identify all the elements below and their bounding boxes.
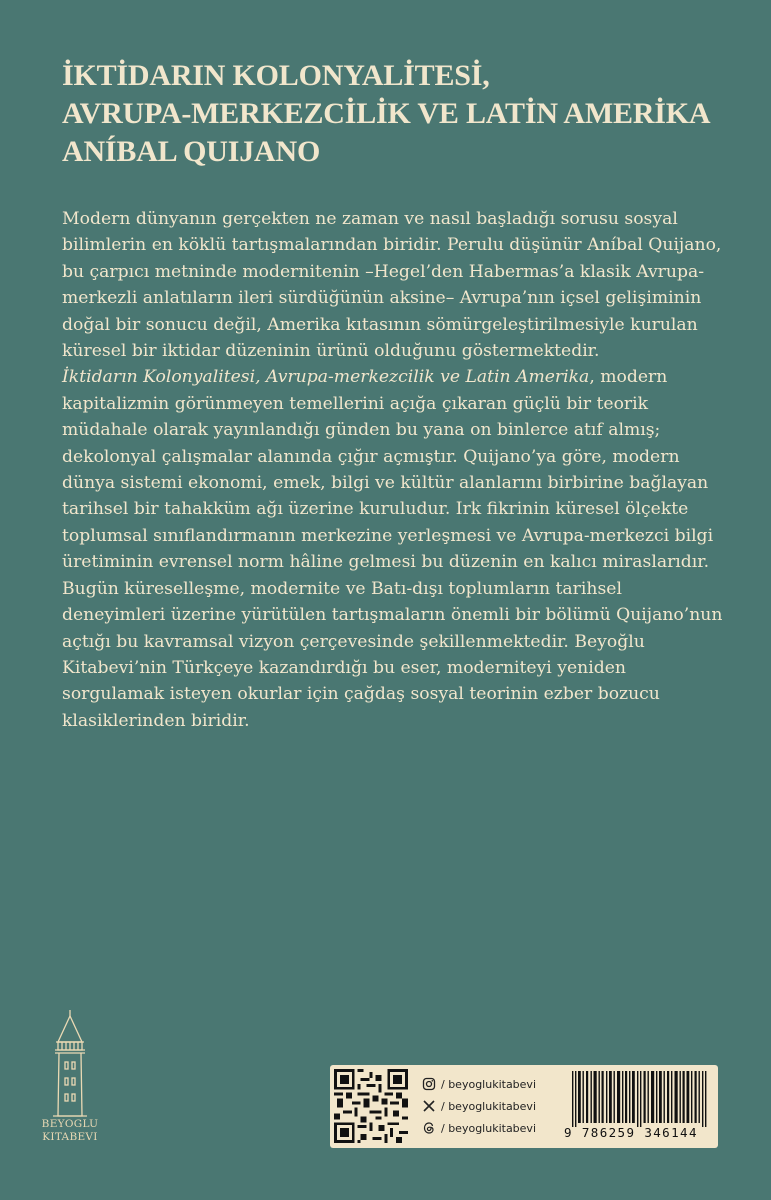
instagram-icon <box>422 1077 436 1091</box>
author-name: ANÍBAL QUIJANO <box>62 135 321 168</box>
title-line-2: AVRUPA-MERKEZCİLİK VE LATİN AMERİKA <box>62 97 711 130</box>
blurb <box>62 206 727 734</box>
publisher-name-line-2: KITABEVI <box>42 1131 98 1143</box>
publisher-name-line-1: BEYOGLU <box>41 1118 99 1130</box>
blurb-paragraph-3: Bugün küreselleşme, modernite ve Batı-dışı toplumların tarihsel deneyimleri üzerine yürütülen tartışmaların önemli bir bölümü Quijano’nun açtığı bu kavramsal vizyon çerçevesinde şekillenmektedir. Beyoğlu Kitabevi’nin Türkçeye kazandırdığı bu eser, moderniteyi yeniden sorgulamak isteyen okurlar için çağdaş sosyal teorinin ezber bozucu klasiklerinden biridir. <box>62 578 723 731</box>
blurb-paragraph-1: Modern dünyanın gerçekten ne zaman ve nasıl başladığı sorusu sosyal bilimlerin en köklü tartışmalarından biridir. Perulu düşünür Aníbal Quijano, bu çarpıcı metninde modernitenin –Hegel’den Habermas’a klasik Avrupa-merkezli anlatıların ileri sürdüğünün aksine– Avrupa’nın içsel gelişiminin doğal bir sonucu değil, Amerika kıtasının sömürgeleştirilmesiyle kurulan küresel bir iktidar düzeninin ürünü olduğunu göstermektedir. <box>62 209 722 362</box>
qr-code[interactable] <box>334 1069 408 1143</box>
italic-book-title: İktidarın Kolonyalitesi, Avrupa-merkezcilik ve Latin Amerika <box>62 367 590 388</box>
x-handle: / beyoglukitabevi <box>441 1099 536 1113</box>
isbn-barcode <box>568 1071 713 1127</box>
social-threads[interactable] <box>422 1117 536 1139</box>
info-panel <box>330 1065 718 1148</box>
social-links <box>422 1073 536 1139</box>
blurb-paragraph-2 <box>62 364 727 575</box>
threads-icon <box>422 1121 436 1135</box>
x-icon <box>422 1099 436 1113</box>
galata-tower-icon <box>47 1008 93 1118</box>
isbn-number: 9 786259 346144 <box>564 1125 698 1140</box>
social-instagram[interactable] <box>422 1073 536 1095</box>
instagram-handle: / beyoglukitabevi <box>441 1077 536 1091</box>
book-title <box>62 57 742 171</box>
blurb-paragraph-2-text: , modern kapitalizmin görünmeyen temellerini açığa çıkaran güçlü bir teorik müdahale olarak yayınlandığı günden bu yana on binlerce atıf almış; dekolonyal çalışmalar alanında çığır açmıştır. Quijano’ya göre, modern dünya sistemi ekonomi, emek, bilgi ve kültür alanlarını birbirine bağlayan tarihsel bir tahakküm ağı üzerine kuruludur. Irk fikrinin küresel ölçekte toplumsal sınıflandırmanın merkezine yerleşmesi ve Avrupa-merkezci bilgi üretiminin evrensel norm hâline gelmesi bu düzenin en kalıcı miraslarıdır. <box>62 367 714 573</box>
publisher-name <box>30 1118 110 1144</box>
social-x[interactable] <box>422 1095 536 1117</box>
threads-handle: / beyoglukitabevi <box>441 1121 536 1135</box>
publisher-logo <box>30 1008 110 1148</box>
title-line-1: İKTİDARIN KOLONYALİTESİ, <box>62 59 490 92</box>
